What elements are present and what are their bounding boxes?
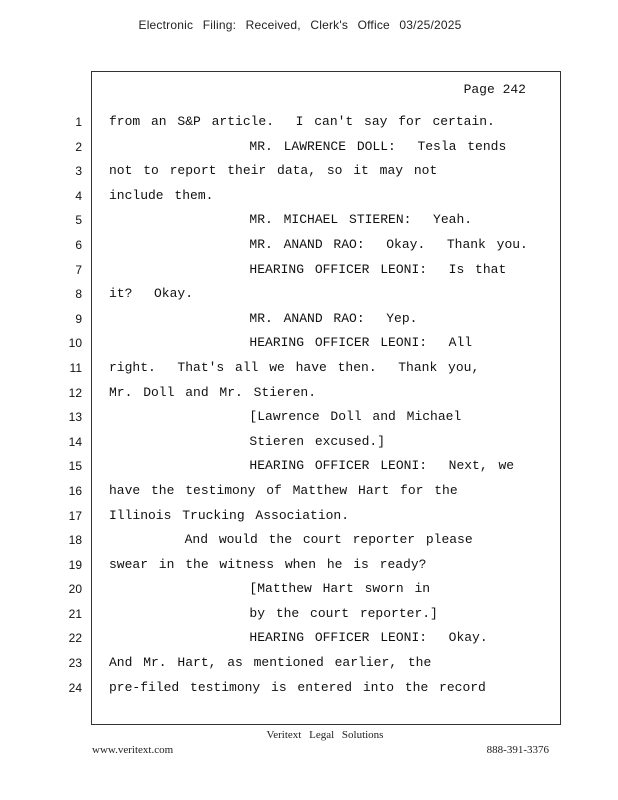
line-number: 1: [75, 115, 82, 129]
line-number: 2: [75, 139, 82, 154]
line-number: 13: [68, 410, 82, 425]
transcript-line: MR. LAWRENCE DOLL: Tesla tends: [109, 138, 507, 154]
transcript-line: not to report their data, so it may not: [109, 163, 438, 179]
transcript-line: have the testimony of Matthew Hart for the: [109, 482, 458, 498]
filing-stamp: Electronic Filing: Received, Clerk's Office 03/25/2025: [138, 18, 462, 32]
line-number: 10: [68, 336, 82, 351]
transcript-line: from an S&P article. I can't say for certain.: [109, 114, 495, 129]
line-number: 12: [68, 385, 82, 400]
line-number: 18: [68, 533, 82, 548]
transcript-line: And Mr. Hart, as mentioned earlier, the: [109, 655, 432, 671]
line-number-column: [0, 113, 82, 703]
transcript-line: Illinois Trucking Association.: [109, 507, 350, 523]
line-number: 8: [75, 287, 82, 302]
footer-phone-number: 888-391-3376: [486, 744, 549, 756]
line-number: 16: [68, 483, 82, 498]
transcript-line: HEARING OFFICER LEONI: Okay.: [109, 630, 488, 646]
line-number: 15: [68, 459, 82, 474]
transcript-body: [109, 113, 549, 703]
line-number: 6: [75, 237, 82, 252]
page-number: Page 242: [463, 82, 526, 97]
line-number: 9: [75, 311, 82, 326]
line-number: 11: [69, 360, 82, 375]
line-number: 21: [68, 606, 82, 621]
transcript-line: Stieren excused.]: [109, 433, 386, 449]
footer-website: www.veritext.com: [92, 744, 174, 756]
line-number: 19: [68, 557, 82, 572]
transcript-line: Mr. Doll and Mr. Stieren.: [109, 384, 317, 400]
transcript-line: HEARING OFFICER LEONI: Next, we: [109, 458, 515, 474]
transcript-line: include them.: [109, 187, 214, 203]
line-number: 4: [75, 188, 82, 203]
transcript-line: MR. MICHAEL STIEREN: Yeah.: [109, 212, 473, 228]
transcript-line: by the court reporter.]: [109, 605, 438, 621]
line-number: 14: [68, 434, 82, 449]
transcript-line: MR. ANAND RAO: Okay. Thank you.: [109, 236, 528, 252]
transcript-line: [Lawrence Doll and Michael: [109, 409, 462, 425]
line-number: 17: [68, 508, 82, 523]
line-number: 3: [75, 164, 82, 179]
transcript-line: swear in the witness when he is ready?: [109, 556, 427, 572]
transcript-line: right. That's all we have then. Thank you,: [109, 359, 480, 375]
footer-company-name: Veritext Legal Solutions: [266, 729, 384, 741]
transcript-line: And would the court reporter please: [109, 532, 473, 548]
transcript-line: it? Okay.: [109, 286, 194, 302]
line-number: 5: [75, 213, 82, 228]
transcript-line: [Matthew Hart sworn in: [109, 581, 431, 597]
line-number: 7: [75, 262, 82, 277]
transcript-line: HEARING OFFICER LEONI: Is that: [109, 261, 507, 277]
line-number: 22: [68, 631, 82, 646]
line-number: 24: [68, 680, 82, 695]
line-number: 20: [68, 582, 82, 597]
transcript-line: HEARING OFFICER LEONI: All: [109, 335, 473, 351]
transcript-line: pre-filed testimony is entered into the record: [109, 679, 486, 695]
transcript-line: MR. ANAND RAO: Yep.: [109, 310, 418, 326]
line-number: 23: [68, 656, 82, 671]
